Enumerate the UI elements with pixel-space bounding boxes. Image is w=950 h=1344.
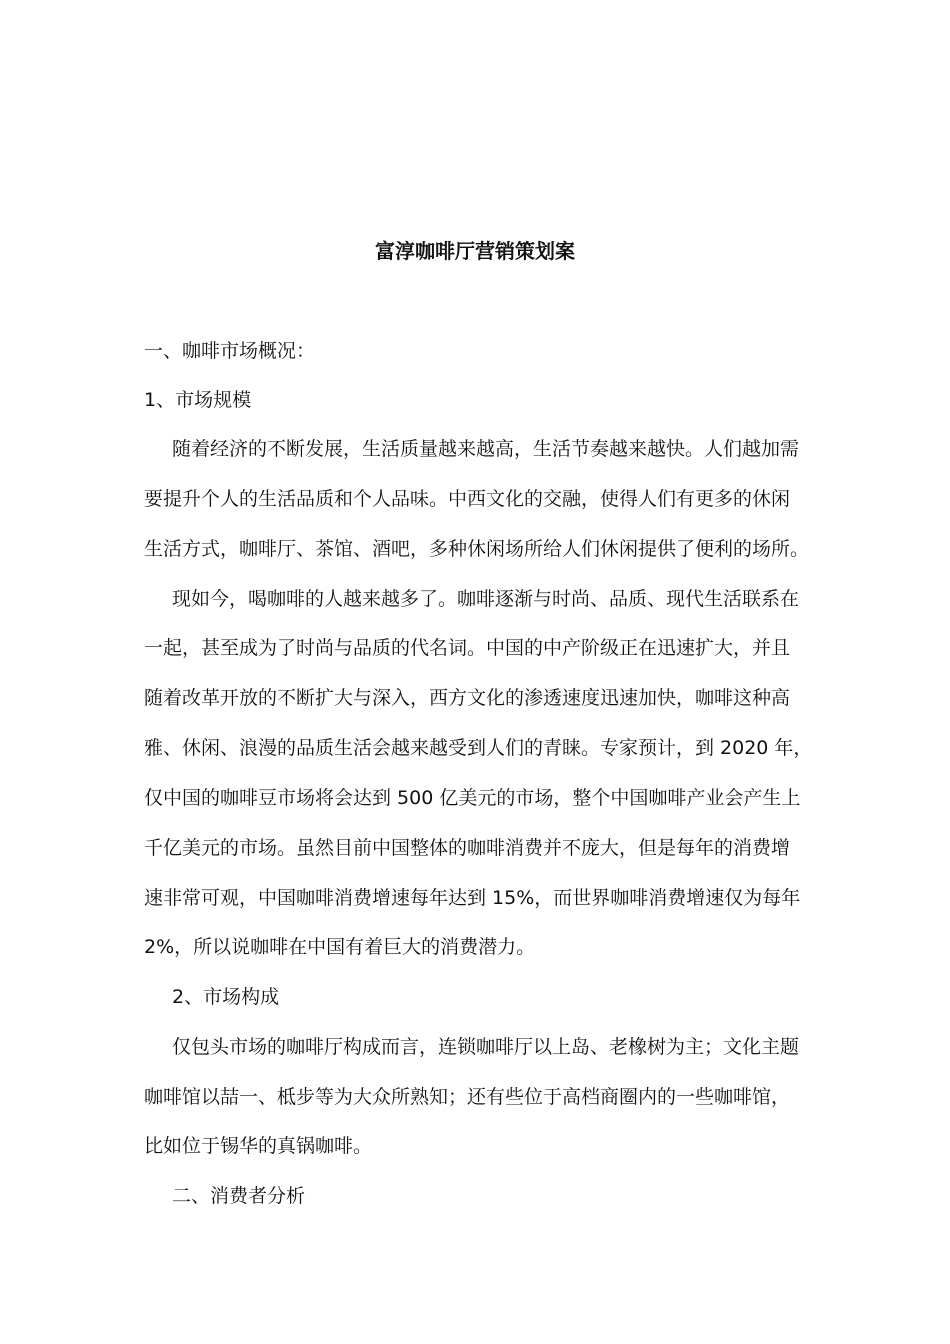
paragraph-line: 雅、休闲、浪漫的品质生活会越来越受到人们的青睐。专家预计，到 2020 年，: [144, 737, 813, 759]
paragraph-line: 咖啡馆以喆一、柢步等为大众所熟知；还有些位于高档商圈内的一些咖啡馆，: [144, 1086, 791, 1108]
paragraph-line: 一起，甚至成为了时尚与品质的代名词。中国的中产阶级正在迅速扩大，并且: [144, 637, 791, 659]
document-title: 富淳咖啡厅营销策划案: [375, 239, 575, 263]
paragraph-line: 比如位于锡华的真锅咖啡。: [144, 1135, 373, 1157]
paragraph-line: 仅包头市场的咖啡厅构成而言，连锁咖啡厅以上岛、老橡树为主；文化主题: [172, 1036, 800, 1058]
section-heading-market-overview: 一、咖啡市场概况：: [144, 340, 316, 362]
paragraph-line: 2%，所以说咖啡在中国有着巨大的消费潜力。: [144, 936, 536, 958]
paragraph-line: 随着改革开放的不断扩大与深入，西方文化的渗透速度迅速加快，咖啡这种高: [144, 687, 791, 709]
paragraph-line: 速非常可观，中国咖啡消费增速每年达到 15%，而世界咖啡消费增速仅为每年: [144, 887, 801, 909]
subheading-market-composition: 2、市场构成: [172, 986, 280, 1008]
paragraph-line: 要提升个人的生活品质和个人品味。中西文化的交融，使得人们有更多的休闲: [144, 488, 791, 510]
subheading-market-scale: 1、市场规模: [144, 389, 252, 411]
paragraph-line: 生活方式，咖啡厅、茶馆、酒吧，多种休闲场所给人们休闲提供了便利的场所。: [144, 538, 810, 560]
section-heading-consumer-analysis: 二、消费者分析: [172, 1185, 306, 1207]
paragraph-line: 随着经济的不断发展，生活质量越来越高，生活节奏越来越快。人们越加需: [172, 438, 800, 460]
paragraph-line: 千亿美元的市场。虽然目前中国整体的咖啡消费并不庞大，但是每年的消费增: [144, 837, 791, 859]
paragraph-line: 现如今，喝咖啡的人越来越多了。咖啡逐渐与时尚、品质、现代生活联系在: [172, 588, 800, 610]
paragraph-line: 仅中国的咖啡豆市场将会达到 500 亿美元的市场，整个中国咖啡产业会产生上: [144, 787, 801, 809]
